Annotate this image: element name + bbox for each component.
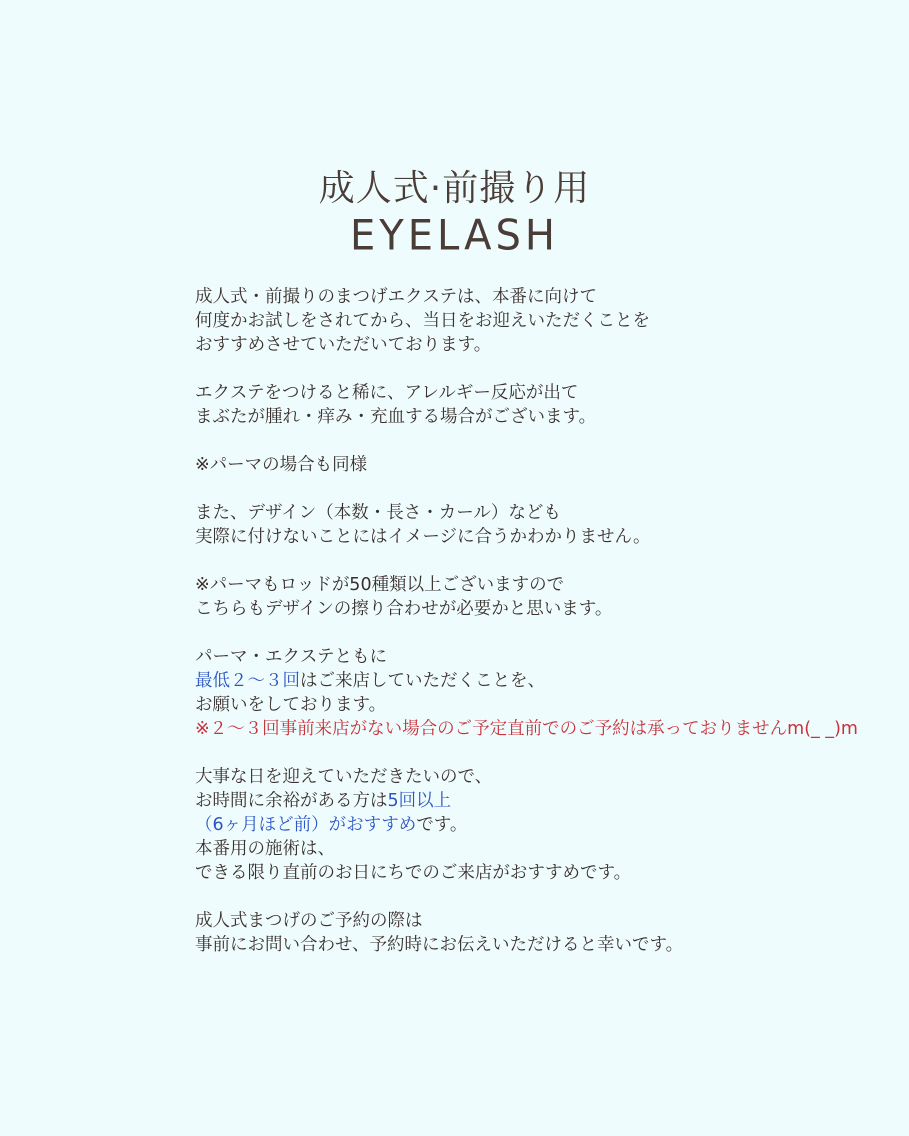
notice-body bbox=[195, 285, 895, 981]
text-segment: また、デザイン（本数・長さ・カール）なども bbox=[195, 503, 561, 523]
highlight-text-blue: 5回以上 bbox=[387, 791, 452, 811]
text-segment: ※パーマもロッドが50種類以上ございますので bbox=[195, 575, 565, 595]
highlight-text-blue: 最低２〜３回 bbox=[195, 671, 300, 691]
notice-line bbox=[195, 405, 895, 429]
notice-paragraph bbox=[195, 453, 895, 477]
notice-line bbox=[195, 309, 895, 333]
notice-line bbox=[195, 909, 895, 933]
text-segment: こちらもデザインの擦り合わせが必要かと思います。 bbox=[195, 599, 613, 619]
notice-line bbox=[195, 717, 895, 741]
text-segment: 成人式・前撮りのまつげエクステは、本番に向けて bbox=[195, 287, 597, 307]
text-segment: まぶたが腫れ・痒み・充血する場合がございます。 bbox=[195, 407, 597, 427]
notice-line bbox=[195, 693, 895, 717]
text-segment: できる限り直前のお日にちでのご来店がおすすめです。 bbox=[195, 863, 632, 883]
text-segment: 事前にお問い合わせ、予約時にお伝えいただけると幸いです。 bbox=[195, 935, 684, 955]
notice-paragraph bbox=[195, 381, 895, 429]
notice-line bbox=[195, 933, 895, 957]
notice-line bbox=[195, 813, 895, 837]
text-segment: 本番用の施術は、 bbox=[195, 839, 335, 859]
text-segment: ※パーマの場合も同様 bbox=[195, 455, 368, 475]
text-segment: 何度かお試しをされてから、当日をお迎えいただくことを bbox=[195, 311, 650, 331]
page-title: 成人式·前撮り用 bbox=[318, 168, 591, 209]
notice-line bbox=[195, 669, 895, 693]
notice-paragraph bbox=[195, 765, 895, 885]
highlight-text-blue: （6ヶ月ほど前）がおすすめ bbox=[195, 815, 417, 835]
eyelash-logo-text: EYELASH bbox=[349, 211, 559, 261]
text-segment: お願いをしております。 bbox=[195, 695, 387, 715]
notice-line bbox=[195, 597, 895, 621]
text-segment: お時間に余裕がある方は bbox=[195, 791, 388, 811]
highlight-text-red: ※２〜３回事前来店がない場合のご予定直前でのご予約は承っておりませんm(_ _)m bbox=[195, 719, 858, 739]
notice-line bbox=[195, 525, 895, 549]
text-segment: 成人式まつげのご予約の際は bbox=[195, 911, 423, 931]
notice-line bbox=[195, 453, 895, 477]
text-segment: 大事な日を迎えていただきたいので、 bbox=[195, 767, 493, 787]
text-segment: 実際に付けないことにはイメージに合うかわかりません。 bbox=[195, 527, 651, 547]
text-segment: です。 bbox=[416, 815, 468, 835]
text-segment: おすすめさせていただいております。 bbox=[195, 335, 492, 355]
text-segment: はご来店していただくことを、 bbox=[300, 671, 545, 691]
notice-paragraph bbox=[195, 909, 895, 957]
notice-line bbox=[195, 645, 895, 669]
notice-line bbox=[195, 837, 895, 861]
notice-line bbox=[195, 573, 895, 597]
notice-line bbox=[195, 861, 895, 885]
notice-paragraph bbox=[195, 285, 895, 357]
notice-paragraph bbox=[195, 573, 895, 621]
notice-line bbox=[195, 789, 895, 813]
notice-paragraph bbox=[195, 501, 895, 549]
notice-paragraph bbox=[195, 645, 895, 741]
notice-line bbox=[195, 501, 895, 525]
text-segment: パーマ・エクステともに bbox=[195, 647, 387, 667]
notice-line bbox=[195, 333, 895, 357]
notice-line bbox=[195, 285, 895, 309]
notice-line bbox=[195, 381, 895, 405]
text-segment: エクステをつけると稀に、アレルギー反応が出て bbox=[195, 383, 579, 403]
notice-line bbox=[195, 765, 895, 789]
